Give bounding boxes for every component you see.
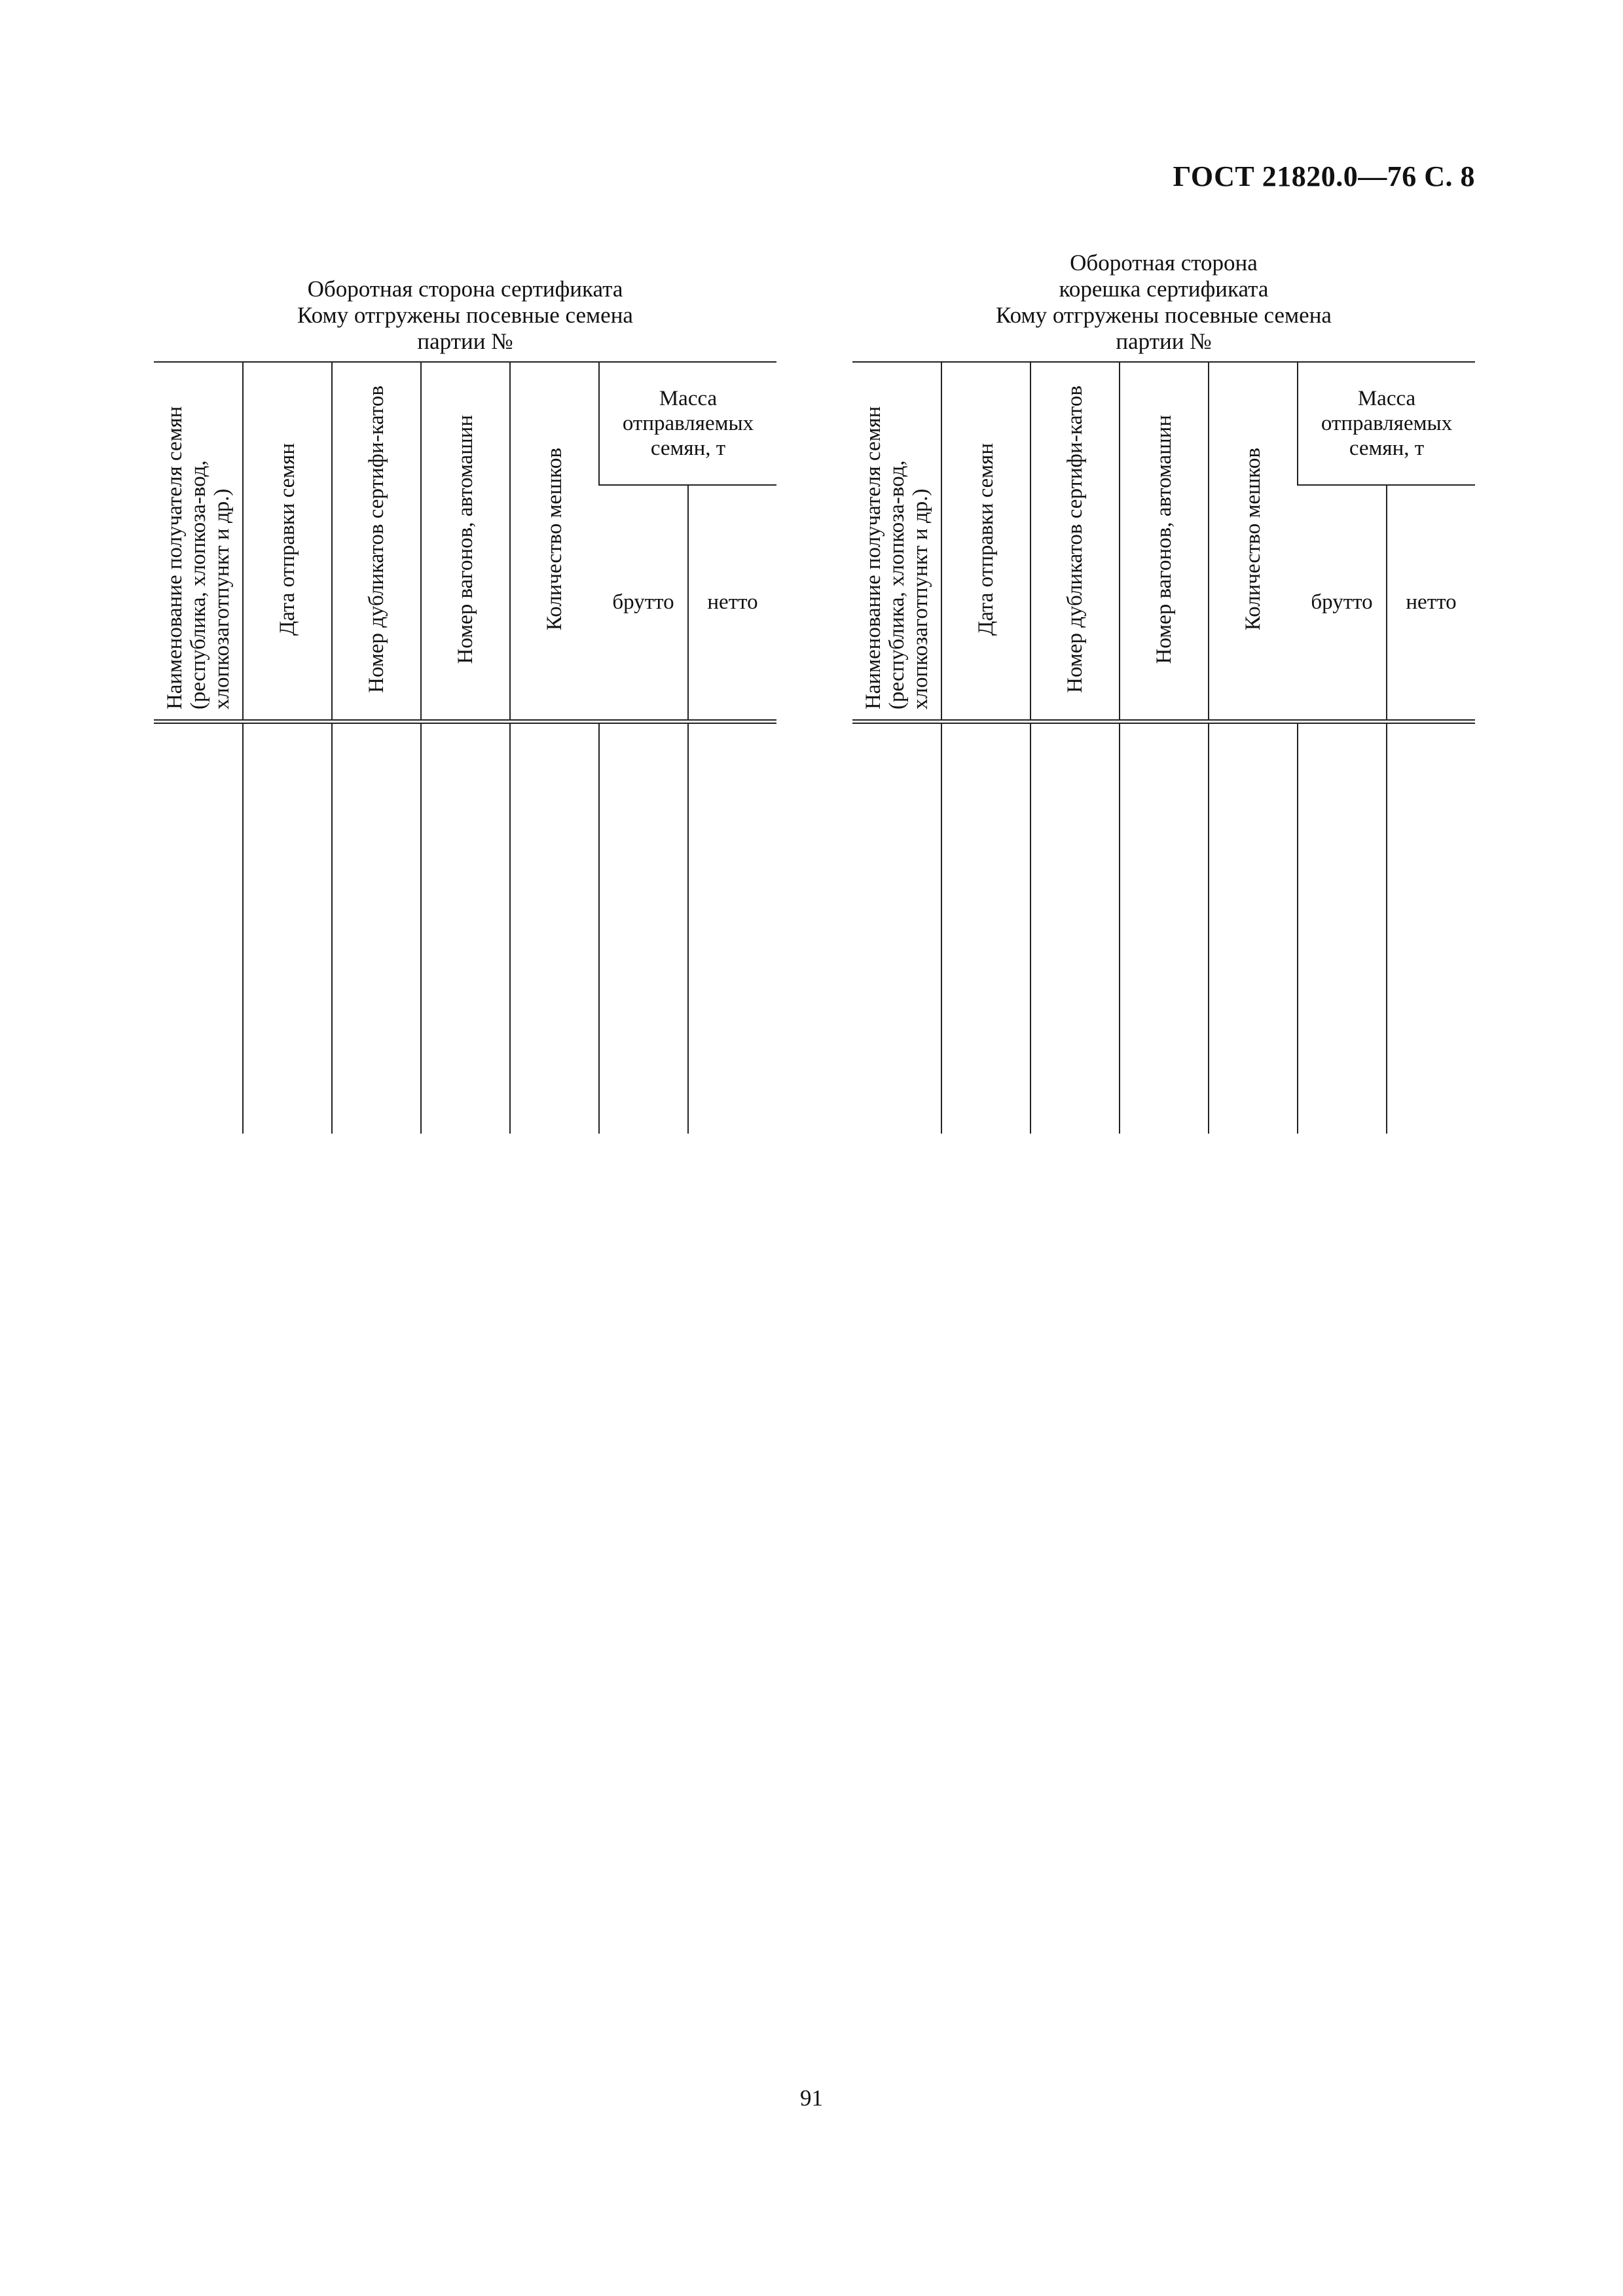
column-header-wagon-number: Номер вагонов, автомашин bbox=[1120, 362, 1209, 722]
table-cell bbox=[243, 722, 332, 1134]
table-row bbox=[852, 722, 1475, 1134]
table-cell bbox=[510, 722, 599, 1134]
column-header-recipient: Наименование получателя семян (республика, хлопкоза-вод, хлопкозаготпункт и др.) bbox=[154, 362, 243, 722]
table-cell bbox=[599, 722, 688, 1134]
caption-line: Оборотная сторона сертификата bbox=[307, 276, 623, 302]
column-group-mass: Масса отправляемых семян, т bbox=[599, 362, 776, 485]
column-header-gross: брутто bbox=[612, 590, 674, 614]
column-header-duplicate-number: Номер дубликатов сертифи-катов bbox=[332, 362, 421, 722]
certificate-back-form bbox=[154, 251, 776, 1134]
column-group-mass: Масса отправляемых семян, т bbox=[1298, 362, 1475, 485]
column-header-recipient: Наименование получателя семян (республика, хлопкоза-вод, хлопкозаготпункт и др.) bbox=[852, 362, 941, 722]
caption-line: партии № bbox=[1116, 329, 1212, 354]
shipment-table bbox=[154, 361, 776, 1134]
table-cell bbox=[852, 722, 941, 1134]
table-cell bbox=[1030, 722, 1120, 1134]
table-cell bbox=[1298, 722, 1387, 1134]
shipment-table bbox=[852, 361, 1475, 1134]
form-caption bbox=[852, 251, 1475, 361]
column-header-wagon-number: Номер вагонов, автомашин bbox=[421, 362, 510, 722]
table-cell bbox=[688, 722, 776, 1134]
caption-line: корешка сертификата bbox=[1059, 276, 1269, 302]
table-cell bbox=[154, 722, 243, 1134]
column-header-bag-count: Количество мешков bbox=[510, 362, 599, 722]
form-caption bbox=[154, 251, 776, 361]
caption-line: Кому отгружены посевные семена bbox=[297, 302, 633, 328]
column-header-bag-count: Количество мешков bbox=[1209, 362, 1298, 722]
page-header: ГОСТ 21820.0—76 С. 8 bbox=[1173, 160, 1475, 192]
page-number: 91 bbox=[800, 2085, 823, 2111]
table-cell bbox=[1387, 722, 1475, 1134]
table-row bbox=[154, 722, 776, 1134]
column-header-net: нетто bbox=[688, 485, 776, 722]
column-header-net: нетто bbox=[1387, 485, 1475, 722]
column-header-gross: брутто bbox=[1311, 590, 1373, 614]
caption-line: партии № bbox=[417, 329, 513, 354]
table-cell bbox=[1209, 722, 1298, 1134]
column-header-ship-date: Дата отправки семян bbox=[941, 362, 1030, 722]
caption-line: Оборотная сторона bbox=[1070, 250, 1258, 276]
stub-back-form bbox=[852, 251, 1475, 1134]
column-header-ship-date: Дата отправки семян bbox=[243, 362, 332, 722]
table-cell bbox=[1120, 722, 1209, 1134]
table-cell bbox=[421, 722, 510, 1134]
column-header-duplicate-number: Номер дубликатов сертифи-катов bbox=[1030, 362, 1120, 722]
caption-line: Кому отгружены посевные семена bbox=[996, 302, 1332, 328]
table-cell bbox=[332, 722, 421, 1134]
table-cell bbox=[941, 722, 1030, 1134]
